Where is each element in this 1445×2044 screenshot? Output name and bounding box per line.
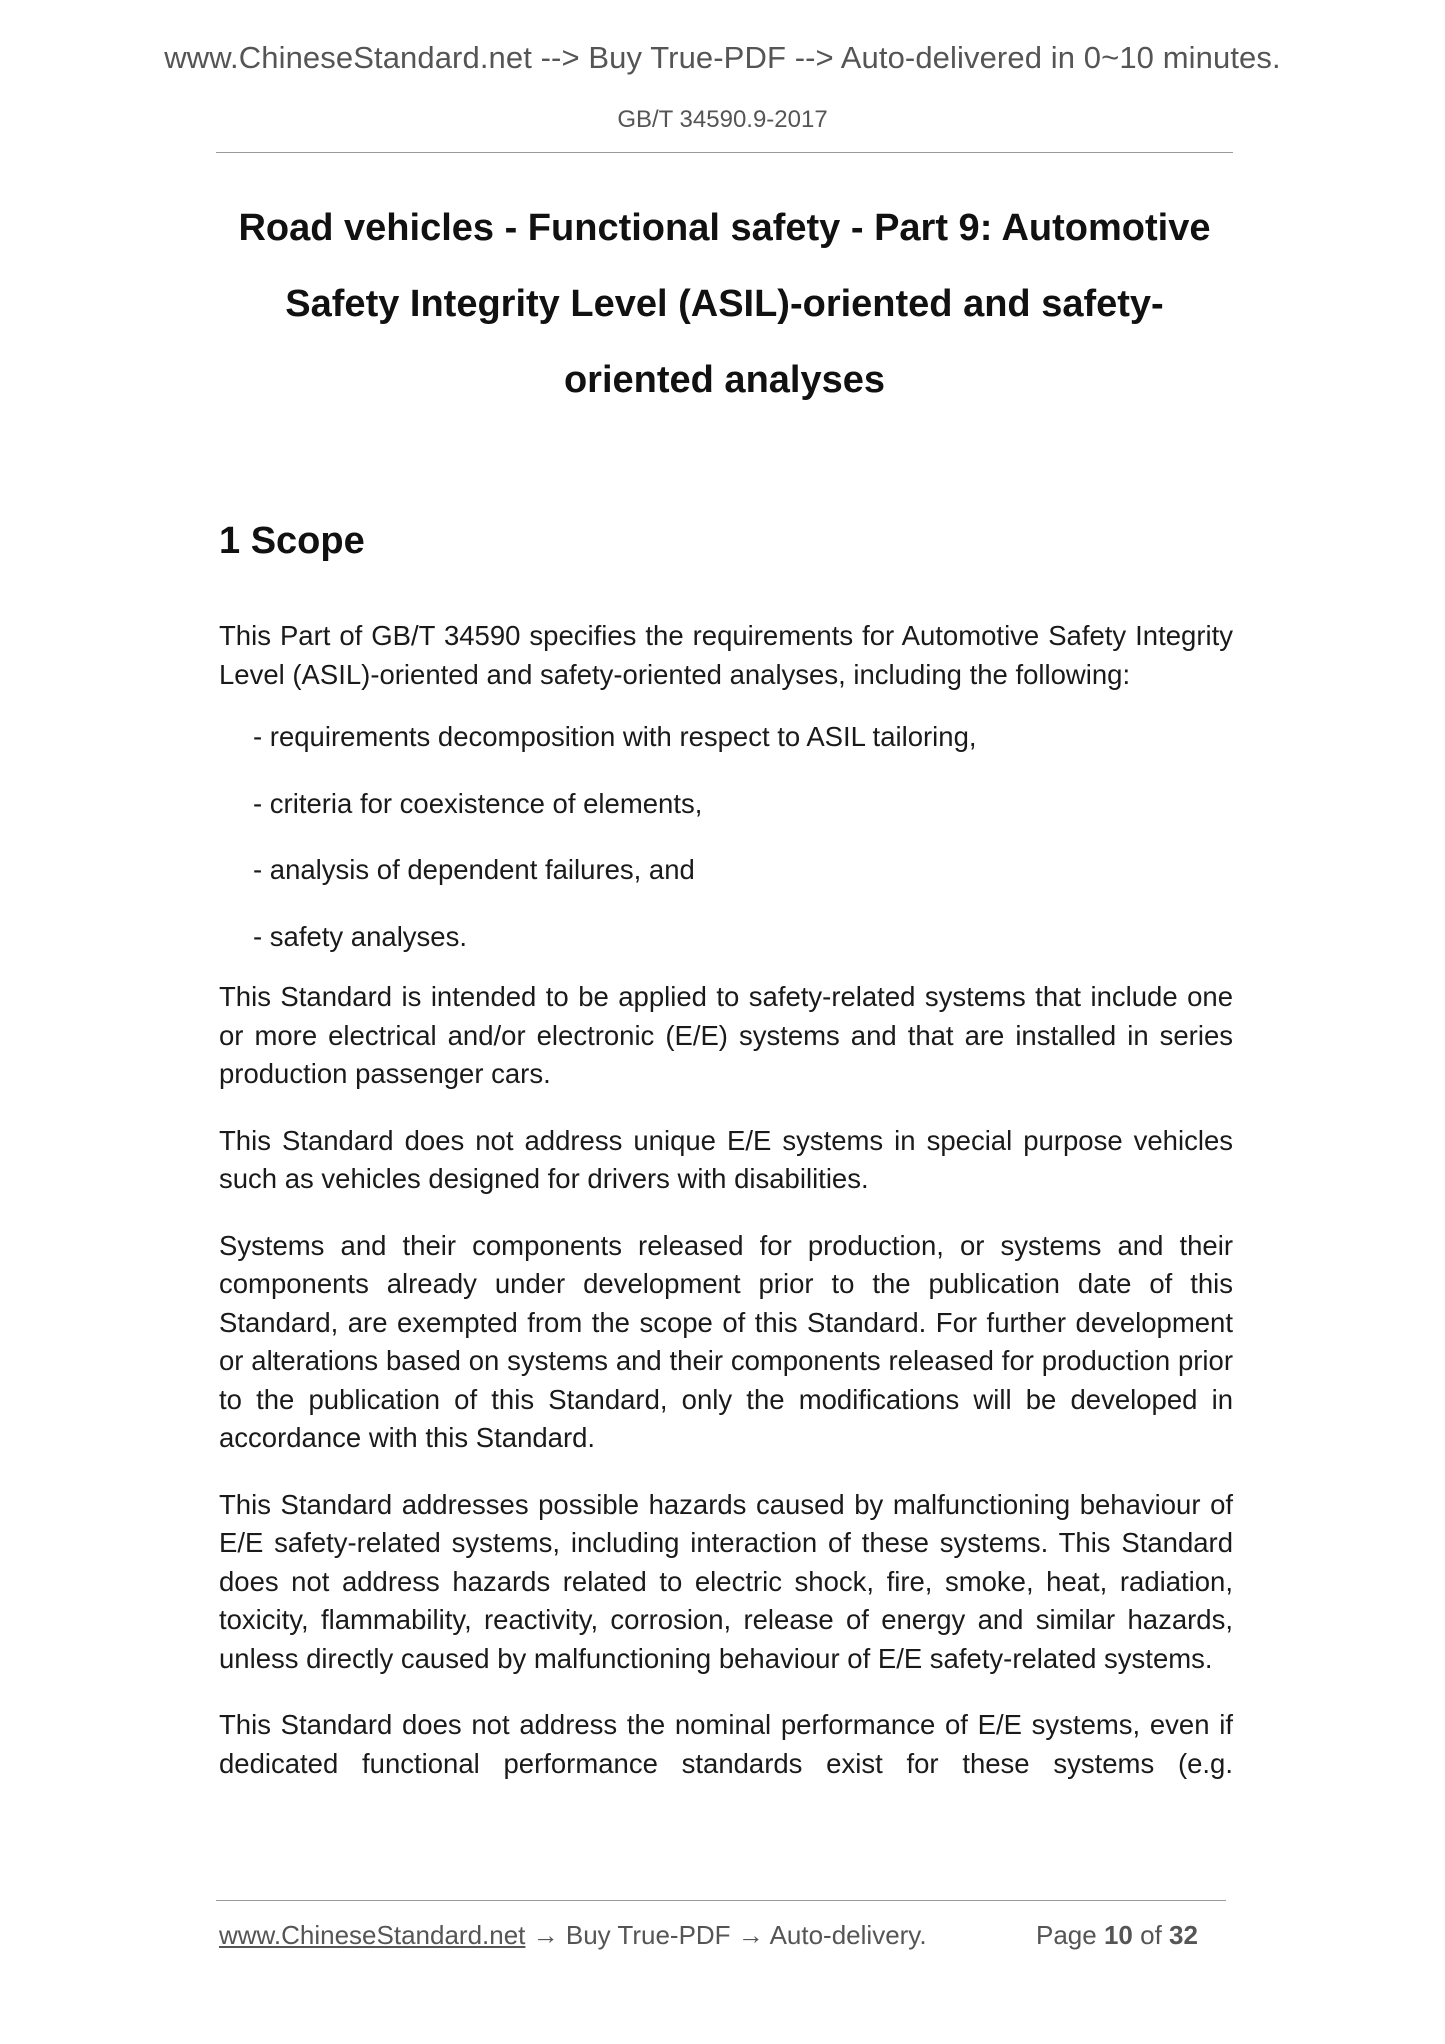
paragraph: This Standard does not address the nominal performance of E/E systems, even if dedicated functional performance standards exist for these systems (e.g. [219,1709,1233,1779]
site-banner: www.ChineseStandard.net --> Buy True-PDF --> Auto-delivered in 0~10 minutes. [164,40,1281,75]
document-id: GB/T 34590.9-2017 [617,106,828,133]
document-title [216,190,1233,418]
list-item: - requirements decomposition with respect to ASIL tailoring, [253,721,977,752]
list-item: - safety analyses. [253,920,467,952]
paragraph: Systems and their components released for production, or systems and their components already under development prior to the publication date of this Standard, are exempted from the scope of this Standard. For further development or alterations based on systems and their components released for production prior to the publication of this Standard, only the modifications will be developed in accordance with this Standard. [219,1229,1233,1453]
page-label: Page [1036,1920,1097,1950]
of-label: of [1140,1920,1162,1950]
footer-trail: → Buy True-PDF → Auto-delivery. [525,1920,927,1950]
page-total: 32 [1169,1920,1198,1950]
title-line-2: Safety Integrity Level (ASIL)-oriented and safety- [285,283,1164,325]
header-divider [216,152,1233,153]
site-link[interactable]: www.ChineseStandard.net [219,1920,526,1950]
title-line-1: Road vehicles - Functional safety - Part 9: Automotive [238,207,1211,249]
footer-divider [216,1900,1226,1901]
paragraph: This Standard does not address unique E/E systems in special purpose vehicles such as vehicles designed for drivers with disabilities. [219,1124,1233,1194]
page-number: 10 [1103,1920,1133,1950]
section-heading: 1 Scope [219,520,365,562]
section-body [219,617,1233,1811]
list-item: - criteria for coexistence of elements, [253,787,703,819]
intro-paragraph: This Part of GB/T 34590 specifies the requirements for Automotive Safety Integrity Level (ASIL)-oriented and safety-oriented analyses, including the following: [219,620,1233,690]
list-item: - analysis of dependent failures, and [253,854,695,885]
title-line-3: oriented analyses [563,359,886,401]
footer-links [219,1920,927,1951]
paragraph: This Standard addresses possible hazards caused by malfunctioning behaviour of E/E safety-related systems, including interaction of these systems. This Standard does not address hazards related to electric shock, fire, smoke, heat, radiation, toxicity, flammability, reactivity, corrosion, release of energy and similar hazards, unless directly caused by malfunctioning behaviour of E/E safety-related systems. [219,1488,1233,1674]
paragraph: This Standard is intended to be applied to safety-related systems that include one or more electrical and/or electronic (E/E) systems and that are installed in series production passenger cars. [219,981,1233,1089]
page-indicator [1036,1920,1198,1951]
